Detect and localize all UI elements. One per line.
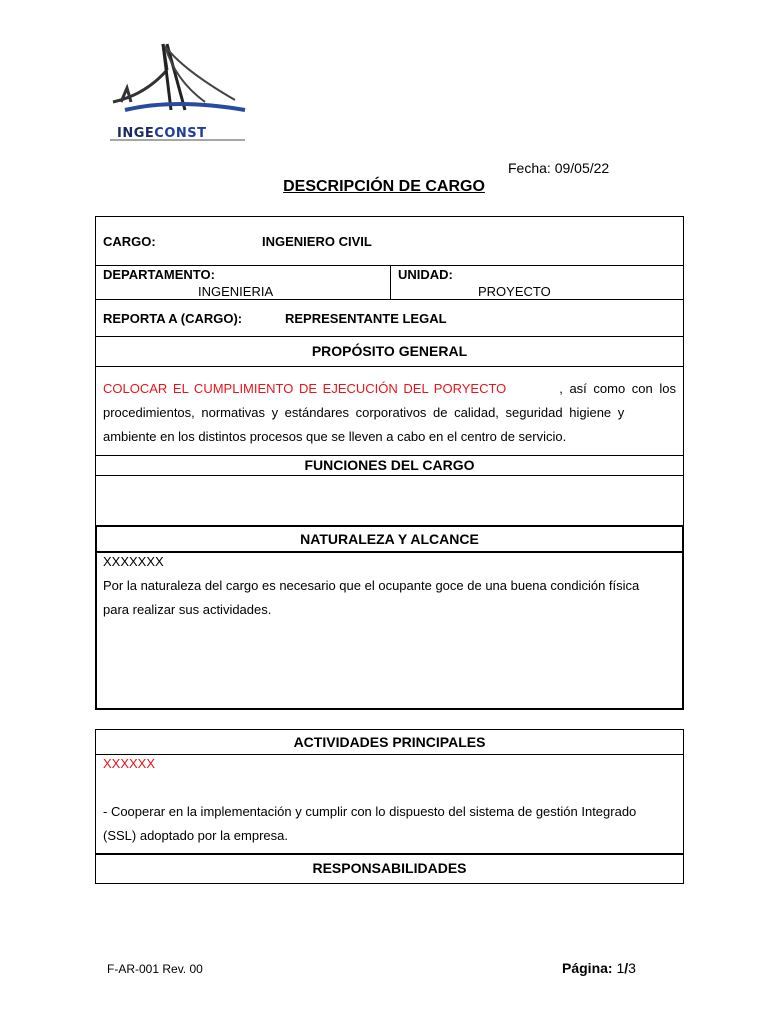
- unidad-value: PROYECTO: [478, 284, 551, 299]
- row-divider: [95, 551, 684, 553]
- cargo-label: CARGO:: [103, 234, 156, 249]
- naturaleza-placeholder: XXXXXXX: [103, 554, 164, 569]
- funciones-heading: FUNCIONES DEL CARGO: [304, 457, 475, 473]
- departamento-label: DEPARTAMENTO:: [103, 267, 215, 282]
- reporta-label: REPORTA A (CARGO):: [103, 311, 243, 326]
- naturaleza-paragraph: [103, 574, 678, 622]
- document-title: DESCRIPCIÓN DE CARGO: [283, 178, 485, 195]
- naturaleza-line2: para realizar sus actividades.: [103, 602, 272, 617]
- page-total: 3: [628, 960, 636, 976]
- logo-wordmark: INGECONST: [117, 126, 207, 141]
- page-indicator: [562, 960, 636, 976]
- proposito-line1-rest: , así como con los: [559, 381, 676, 396]
- column-divider: [390, 265, 391, 299]
- actividades-heading: ACTIVIDADES PRINCIPALES: [293, 734, 486, 750]
- actividades-line2: (SSL) adoptado por la empresa.: [103, 828, 288, 843]
- proposito-heading: PROPÓSITO GENERAL: [311, 343, 468, 359]
- proposito-line3: ambiente en los distintos procesos que se lleven a cabo en el centro de servicio.: [103, 429, 567, 444]
- page-separator: /: [624, 960, 629, 976]
- cargo-value: INGENIERO CIVIL: [262, 234, 372, 249]
- departamento-value: INGENIERIA: [198, 284, 274, 299]
- unidad-label: UNIDAD:: [398, 267, 453, 282]
- date-value: 09/05/22: [554, 160, 610, 176]
- responsabilidades-heading: RESPONSABILIDADES: [312, 860, 467, 876]
- actividades-placeholder: XXXXXX: [103, 756, 156, 771]
- company-logo: [105, 40, 250, 145]
- date-line: [508, 160, 609, 176]
- row-divider: [95, 455, 684, 456]
- row-divider: [95, 475, 684, 476]
- reporta-value: REPRESENTANTE LEGAL: [285, 311, 447, 326]
- proposito-highlight: COLOCAR EL CUMPLIMIENTO DE EJECUCIÓN DEL PORYECTO: [103, 381, 507, 396]
- naturaleza-line1: Por la naturaleza del cargo es necesario que el ocupante goce de una buena condición física: [103, 578, 640, 593]
- proposito-line2: procedimientos, normativas y estándares corporativos de calidad, seguridad higiene y: [103, 405, 625, 420]
- row-divider: [95, 853, 684, 855]
- row-divider: [95, 366, 684, 367]
- naturaleza-heading: NATURALEZA Y ALCANCE: [300, 531, 479, 547]
- page-label: Página:: [562, 960, 613, 976]
- page-current: 1: [616, 960, 625, 976]
- row-divider: [95, 336, 684, 337]
- row-divider: [95, 754, 684, 755]
- form-code: F-AR-001 Rev. 00: [107, 962, 203, 976]
- proposito-paragraph: [103, 377, 676, 449]
- row-divider: [95, 299, 684, 300]
- main-table: [95, 216, 684, 526]
- actividades-line1: - Cooperar en la implementación y cumplir con lo dispuesto del sistema de gestión Integrado: [103, 804, 637, 819]
- actividades-paragraph: [103, 800, 678, 848]
- date-label: Fecha:: [508, 160, 551, 176]
